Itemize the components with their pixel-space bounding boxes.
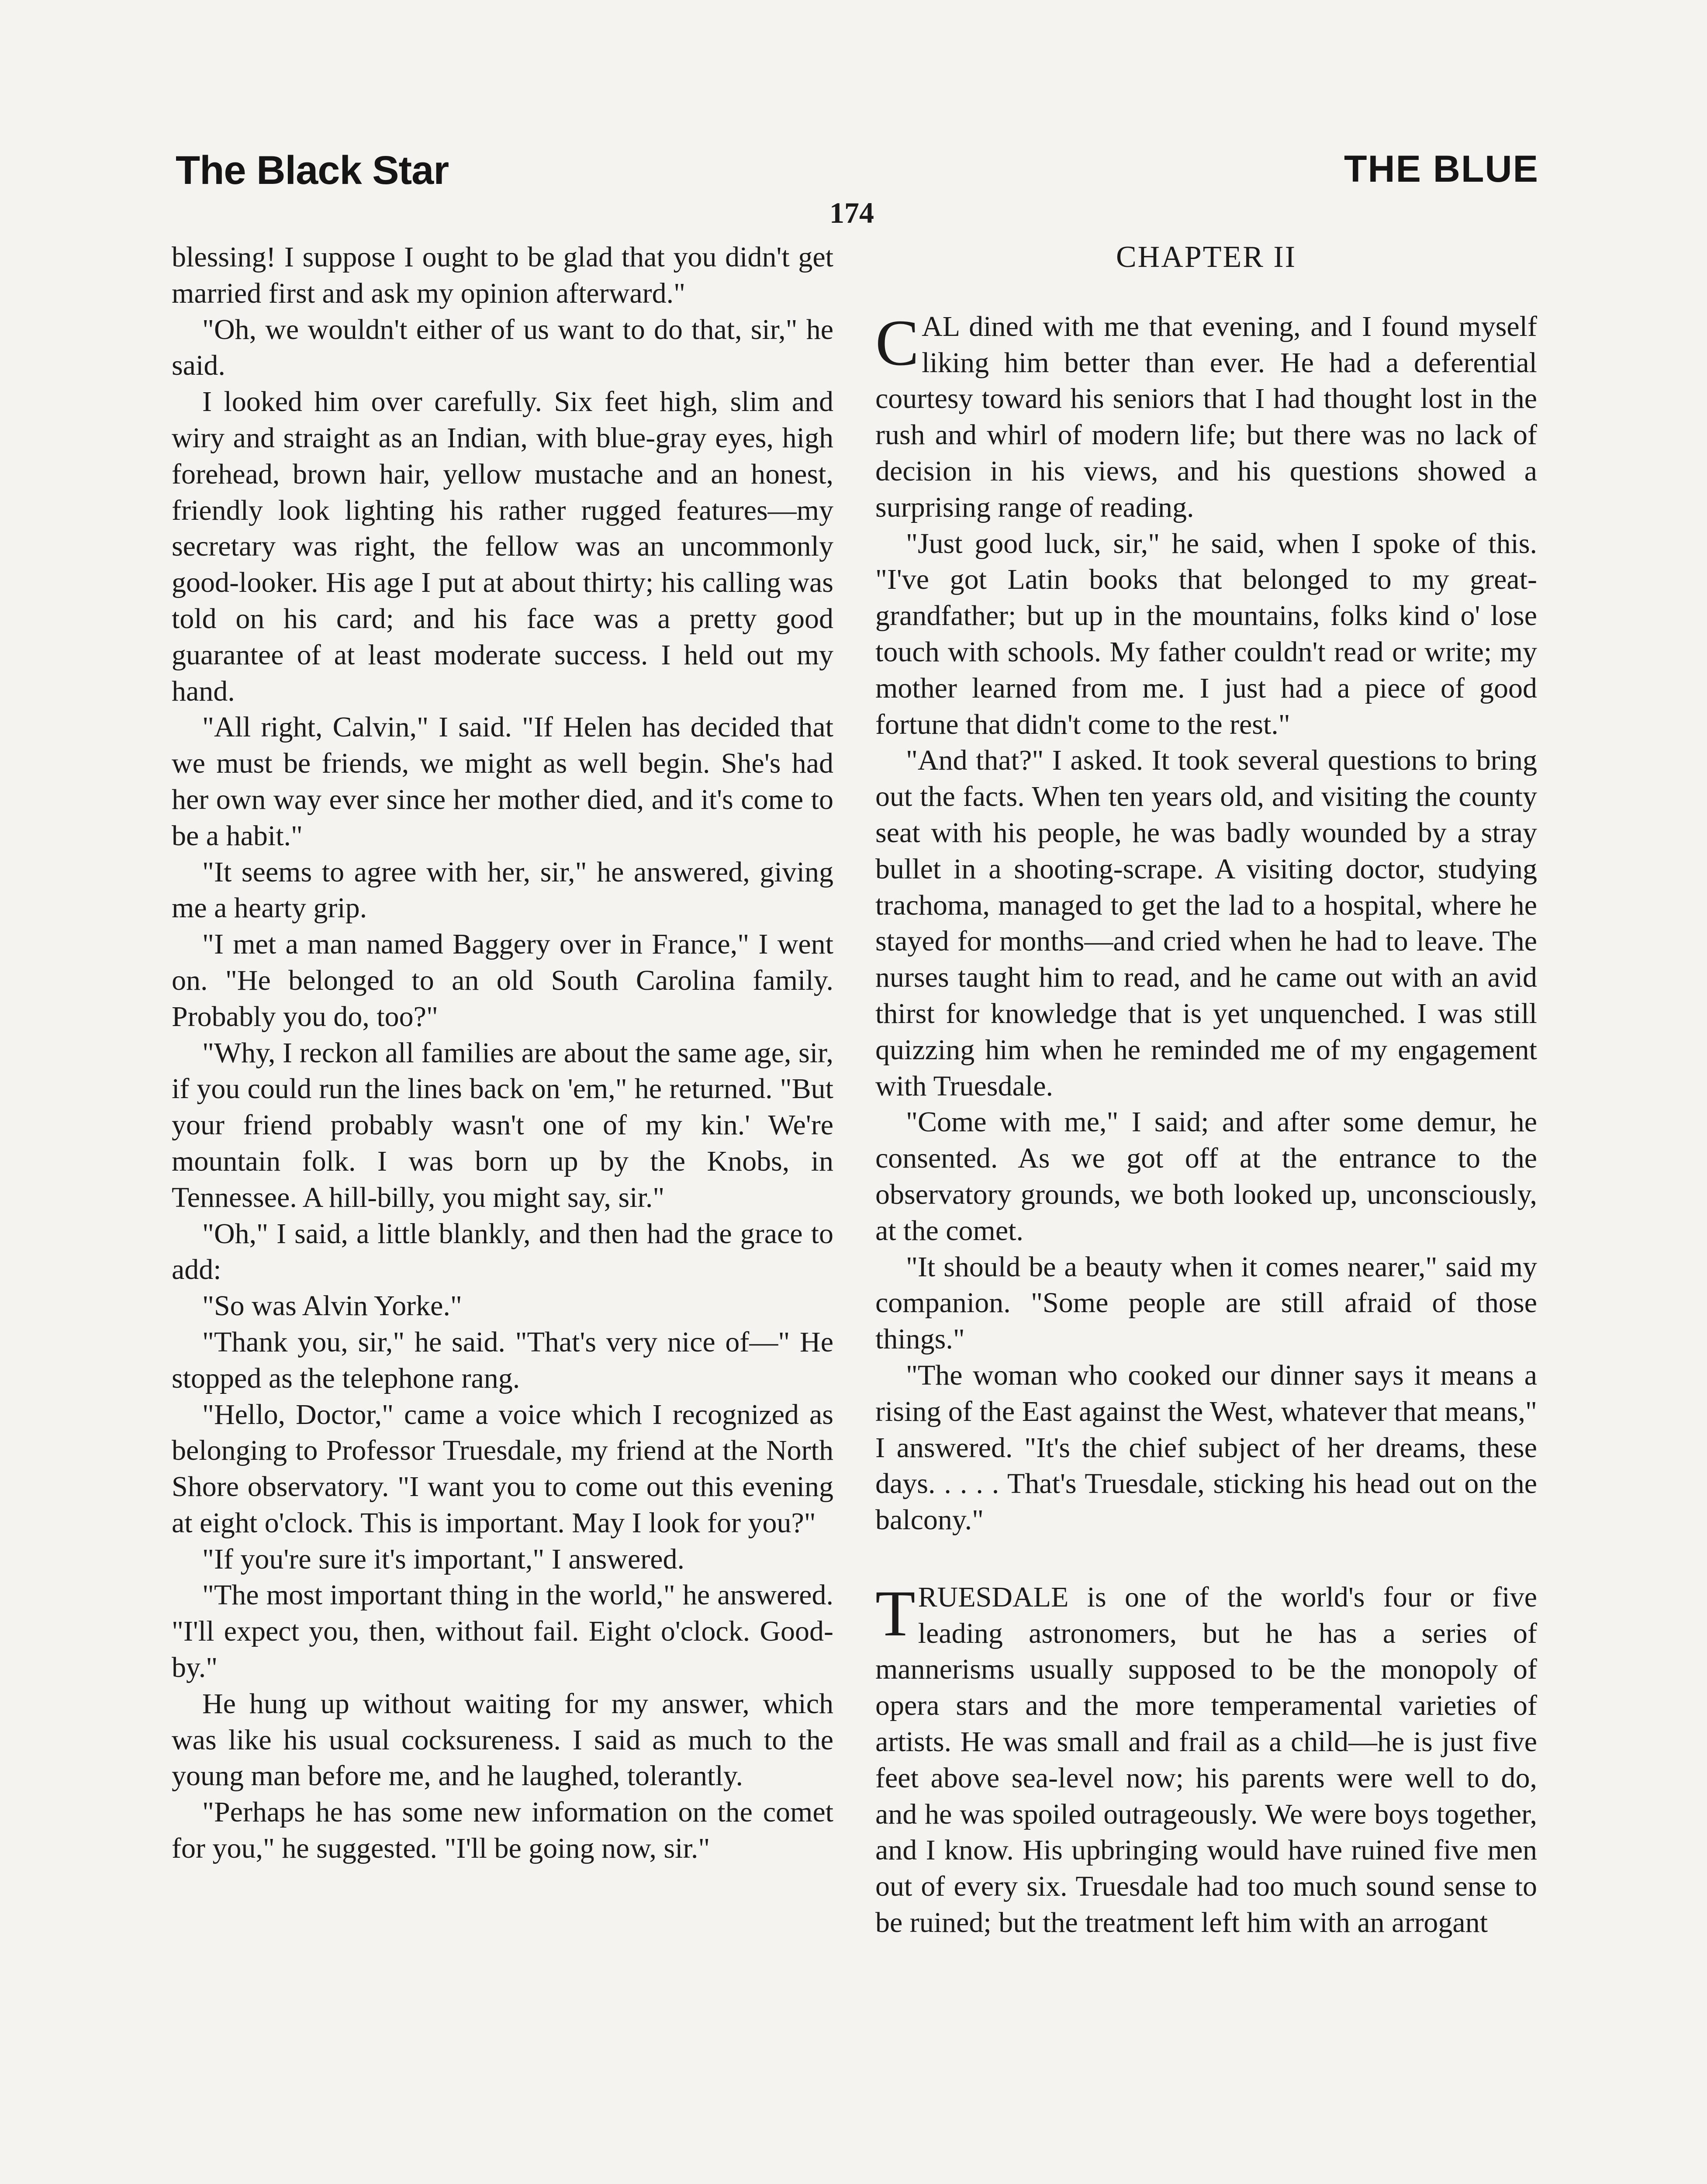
paragraph: "Just good luck, sir," he said, when I spoke of this. "I've got Latin books that belonged to my great-grandfather; but up in the mountains, folks kind o' lose touch with schools. My father couldn't read or write; my mother learned from me. I just had a piece of good fortune that didn't come to the rest.": [875, 527, 1537, 740]
paragraph: "Perhaps he has some new information on the comet for you," he suggested. "I'll be going now, sir.": [172, 1796, 833, 1865]
left-text-column: [172, 239, 833, 1867]
page-number: 174: [829, 196, 874, 229]
paragraph: "Oh, we wouldn't either of us want to do that, sir," he said.: [172, 313, 833, 382]
chapter-heading: CHAPTER II: [1116, 240, 1297, 274]
paragraph: I looked him over carefully. Six feet high, slim and wiry and straight as an Indian, with blue-gray eyes, high forehead, brown hair, yellow mustache and an honest, friendly look lighting his rather rugged features—my secretary was right, the fellow was an uncommonly good-looker. His age I put at about thirty; his calling was told on his card; and his face was a pretty good guarantee of at least moderate success. I held out my hand.: [172, 386, 833, 707]
paragraph-text: AL dined with me that evening, and I found myself liking him better than ever. He had a deferential courtesy toward his seniors that I had thought lost in the rush and whirl of modern life; but there was no lack of decision in his views, and his questions showed a surprising range of reading.: [875, 310, 1537, 523]
paragraph: "The woman who cooked our dinner says it means a rising of the East against the West, whatever that means," I answered. "It's the chief subject of her dreams, these days. . . . . That's Truesdale, sticking his head out on the balcony.": [875, 1359, 1537, 1536]
paragraph: "Oh," I said, a little blankly, and then had the grace to add:: [172, 1217, 833, 1286]
paragraph: "If you're sure it's important," I answered.: [202, 1543, 685, 1575]
paragraph: "Thank you, sir," he said. "That's very nice of—" He stopped as the telephone rang.: [172, 1326, 833, 1394]
paragraph: blessing! I suppose I ought to be glad that you didn't get married first and ask my opinion afterward.": [172, 241, 833, 309]
paragraph: "All right, Calvin," I said. "If Helen has decided that we must be friends, we might as well begin. She's had her own way ever since her mother died, and it's come to be a habit.": [172, 711, 833, 852]
paragraph: "Why, I reckon all families are about the same age, sir, if you could run the lines back on 'em," he returned. "But your friend probably wasn't one of my kin.' We're mountain folk. I was born up by the Knobs, in Tennessee. A hill-billy, you might say, sir.": [172, 1037, 833, 1213]
paragraph: "I met a man named Baggery over in France," I went on. "He belonged to an old South Carolina family. Probably you do, too?": [172, 928, 833, 1033]
paragraph: "It should be a beauty when it comes nearer," said my companion. "Some people are still afraid of those things.": [875, 1251, 1537, 1355]
drop-cap: C: [875, 306, 919, 379]
paragraph: "It seems to agree with her, sir," he answered, giving me a hearty grip.: [172, 856, 833, 924]
drop-cap: T: [875, 1577, 916, 1650]
running-title-left: The Black Star: [176, 148, 449, 193]
paragraph-text: RUESDALE is one of the world's four or five leading astronomers, but he has a series of mannerisms usually supposed to be the monopoly of opera stars and the more temperamental varieties of artists. He was small and frail as a child—he is just five feet above sea-level now; his parents were well to do, and he was spoiled outrageously. We were boys together, and I know. His upbringing would have ruined five men out of every six. Truesdale had too much sound sense to be ruined; but the treatment left him with an arrogant: [875, 1581, 1537, 1939]
running-title-right: THE BLUE: [1344, 148, 1539, 190]
paragraph: "So was Alvin Yorke.": [202, 1290, 462, 1322]
right-text-column: [875, 239, 1537, 1941]
paragraph: He hung up without waiting for my answer, which was like his usual cocksureness. I said as much to the young man before me, and he laughed, tolerantly.: [172, 1687, 833, 1792]
paragraph: "Come with me," I said; and after some demur, he consented. As we got off at the entrance to the observatory grounds, we both looked up, unconsciously, at the comet.: [875, 1106, 1537, 1247]
paragraph: "And that?" I asked. It took several questions to bring out the facts. When ten years old, and visiting the county seat with his people, he was badly wounded by a stray bullet in a shooting-scrape. A visiting doctor, studying trachoma, managed to get the lad to a hospital, where he stayed for months—and cried when he had to leave. The nurses taught him to read, and he came out with an avid thirst for knowledge that is yet unquenched. I was still quizzing him when he reminded me of my engagement with Truesdale.: [875, 744, 1537, 1102]
paragraph: "Hello, Doctor," came a voice which I recognized as belonging to Professor Truesdale, my friend at the North Shore observatory. "I want you to come out this evening at eight o'clock. This is important. May I look for you?": [172, 1398, 833, 1539]
section-opening-paragraph: [875, 1579, 1537, 1941]
chapter-opening-paragraph: [875, 306, 1537, 526]
paragraph: "The most important thing in the world," he answered. "I'll expect you, then, without fail. Eight o'clock. Good-by.": [172, 1579, 833, 1684]
section-break: [875, 1538, 1537, 1579]
